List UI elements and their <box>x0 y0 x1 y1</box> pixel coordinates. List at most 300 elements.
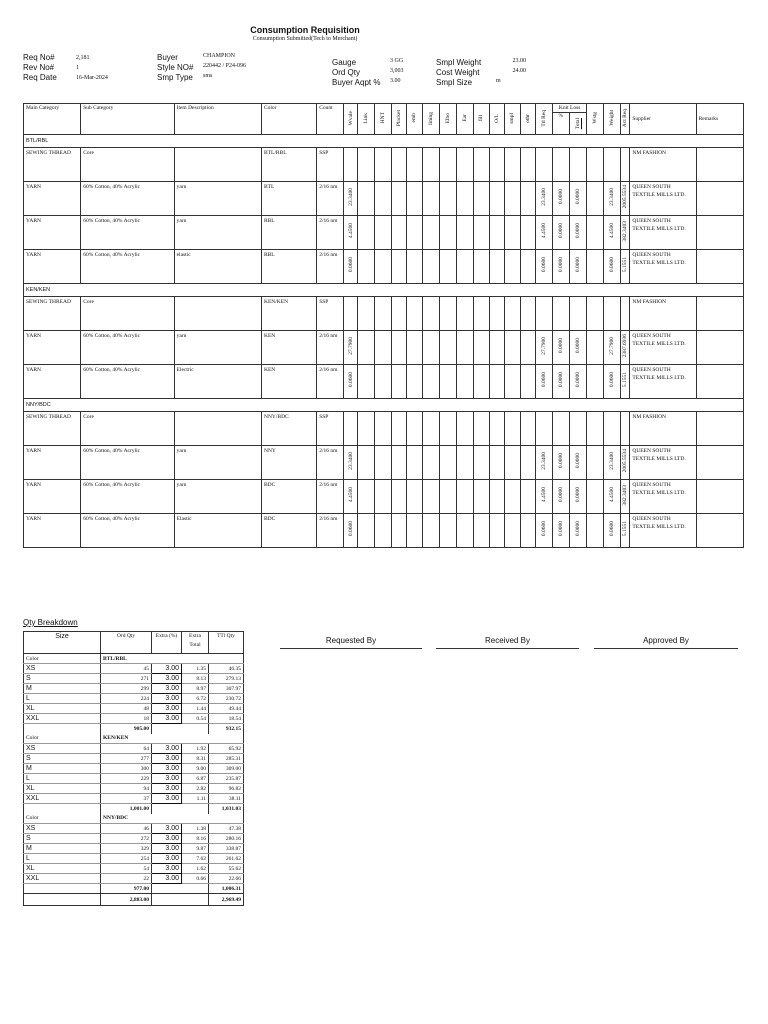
cell-remarks <box>696 216 743 250</box>
cell-elbo <box>439 331 456 365</box>
qty-ord-subtotal: 977.00 <box>101 884 152 894</box>
table-row <box>24 514 744 548</box>
cell-elbo <box>439 216 456 250</box>
qty-extra-pct: 3.00 <box>152 694 182 704</box>
cell-knit-loss-total <box>570 412 587 446</box>
cell-emb <box>406 297 422 331</box>
cell-item-description: Electric <box>174 365 261 399</box>
qty-breakdown-table <box>23 631 244 906</box>
qty-ttl: 235.87 <box>209 774 244 784</box>
cell-emb <box>406 148 422 182</box>
cell-ear <box>456 412 473 446</box>
cost-weight-value: 24.00 <box>512 68 526 74</box>
cell-main-category: SEWING THREAD <box>24 297 81 331</box>
cell-othr <box>520 331 535 365</box>
cell-ttl-req <box>535 297 552 331</box>
rev-no-value: 1 <box>76 65 79 71</box>
cell-emb <box>406 412 422 446</box>
cell-item-description: yarn <box>174 182 261 216</box>
cell-item-description: yarn <box>174 446 261 480</box>
req-no-label: Req No# <box>23 53 55 62</box>
cell-knit-loss-total: 0.0000 <box>570 514 587 548</box>
cell-othr <box>520 446 535 480</box>
qty-extra-pct: 3.00 <box>152 774 182 784</box>
qty-size: XL <box>24 864 101 874</box>
table-row <box>24 480 744 514</box>
cell-act-req: 2005.5534 <box>621 182 630 216</box>
cell-link <box>358 331 375 365</box>
cell-wstg <box>587 297 604 331</box>
cell-knit-loss-pct: 0.0000 <box>553 250 570 284</box>
cell-ttl-req: 4.4500 <box>535 216 552 250</box>
col-main-category: Main Category <box>24 104 81 135</box>
cell-lining <box>422 365 439 399</box>
cell-supplier: QUEEN SOUTH TEXTILE MILLS LTD. <box>630 514 696 548</box>
buyer-aqpt-value: 3.00 <box>390 78 401 84</box>
cell-wvale: 4.4500 <box>344 216 358 250</box>
cell-elbo <box>439 446 456 480</box>
cell-smpl <box>504 446 520 480</box>
cell-item-description: yarn <box>174 480 261 514</box>
cell-knit-loss-pct: 0.0000 <box>553 216 570 250</box>
cell-act-req: 5.1551 <box>621 365 630 399</box>
cell-supplier: QUEEN SOUTH TEXTILE MILLS LTD. <box>630 331 696 365</box>
cell-ttl-req: 23.3400 <box>535 446 552 480</box>
qty-ord-subtotal: 905.00 <box>101 724 152 734</box>
cell-emb <box>406 480 422 514</box>
cell-smpl <box>504 148 520 182</box>
qty-ttl: 47.38 <box>209 824 244 834</box>
qty-extra-pct: 3.00 <box>152 854 182 864</box>
cell-fill <box>473 446 489 480</box>
cell-smpl <box>504 331 520 365</box>
qty-ttl-subtotal: 1,006.31 <box>209 884 244 894</box>
qty-row <box>24 754 244 764</box>
qty-extra-total: 0.54 <box>182 714 209 724</box>
requested-by-line <box>280 648 422 649</box>
cell-wstg <box>587 182 604 216</box>
qty-ord: 277 <box>101 754 152 764</box>
qty-ttl-subtotal: 932.15 <box>209 724 244 734</box>
cell-emb <box>406 446 422 480</box>
cell-remarks <box>696 412 743 446</box>
qty-subtotal-row <box>24 724 244 734</box>
qty-color-row <box>24 734 244 744</box>
qty-ttl: 46.35 <box>209 664 244 674</box>
cell-emb <box>406 216 422 250</box>
cell-sub-category: 60% Cotton, 40% Acrylic <box>81 331 174 365</box>
cell-elbo <box>439 250 456 284</box>
req-date-value: 16-Mar-2024 <box>76 75 108 81</box>
cell-lining <box>422 182 439 216</box>
cell-item-description: yarn <box>174 216 261 250</box>
cell-wstg <box>587 412 604 446</box>
qty-subtotal-blank <box>24 804 101 814</box>
qty-extra-pct: 3.00 <box>152 684 182 694</box>
cell-remarks <box>696 182 743 216</box>
qty-ord: 54 <box>101 864 152 874</box>
cell-knit-loss-pct <box>553 148 570 182</box>
qty-ttl: 279.13 <box>209 674 244 684</box>
consumption-table-body <box>24 135 744 548</box>
cell-knit-loss-total: 0.0000 <box>570 331 587 365</box>
col-remarks: Remarks <box>696 104 743 135</box>
gauge-label: Gauge <box>332 58 357 67</box>
cell-count: 2/16 nm <box>317 514 344 548</box>
cell-weight: 4.4500 <box>604 480 621 514</box>
table-row <box>24 216 744 250</box>
header-left-values <box>76 53 108 83</box>
cell-color: BTL/RBL <box>261 148 316 182</box>
gauge-value: 3 GG <box>390 58 404 64</box>
cell-ttl-req: 27.7900 <box>535 331 552 365</box>
received-by-label: Received By <box>485 636 530 645</box>
table-row <box>24 446 744 480</box>
cell-ol <box>489 480 504 514</box>
cell-weight: 4.4500 <box>604 216 621 250</box>
qty-extra-total: 2.82 <box>182 784 209 794</box>
qty-size: M <box>24 844 101 854</box>
qty-extra-pct: 3.00 <box>152 824 182 834</box>
cell-othr <box>520 514 535 548</box>
qty-extra-total: 8.97 <box>182 684 209 694</box>
cell-fill <box>473 412 489 446</box>
cell-wvale <box>344 412 358 446</box>
table-row <box>24 365 744 399</box>
cell-count: 2/16 nm <box>317 182 344 216</box>
cell-main-category: YARN <box>24 480 81 514</box>
cell-placket <box>392 514 406 548</box>
cell-ttl-req <box>535 148 552 182</box>
cell-smpl <box>504 297 520 331</box>
group-label: BTL/RBL <box>24 135 744 148</box>
received-by-line <box>436 648 579 649</box>
cell-supplier: QUEEN SOUTH TEXTILE MILLS LTD. <box>630 446 696 480</box>
cell-act-req: 5.1551 <box>621 514 630 548</box>
cell-weight <box>604 148 621 182</box>
cell-color: BTL <box>261 182 316 216</box>
buyer-value: CHAMPION <box>203 53 236 59</box>
cell-ttl-req: 0.0600 <box>535 365 552 399</box>
cell-act-req: 5.1551 <box>621 250 630 284</box>
cell-smpl <box>504 480 520 514</box>
cell-ol <box>489 446 504 480</box>
cell-ttl-req: 23.3400 <box>535 182 552 216</box>
qty-ord: 37 <box>101 794 152 804</box>
document-title: Consumption Requisition <box>250 25 360 35</box>
cell-wstg <box>587 216 604 250</box>
cell-wstg <box>587 480 604 514</box>
cell-smpl <box>504 514 520 548</box>
approved-by-line <box>594 648 738 649</box>
qty-extra-pct: 3.00 <box>152 844 182 854</box>
group-row <box>24 399 744 412</box>
qty-header-row <box>24 632 244 654</box>
qty-row <box>24 694 244 704</box>
qty-size: XXL <box>24 714 101 724</box>
cell-count: SSP <box>317 412 344 446</box>
cell-ol <box>489 365 504 399</box>
table-row <box>24 297 744 331</box>
qty-col-extra: Extra (%) <box>152 632 182 654</box>
cell-hnt <box>375 297 392 331</box>
cell-weight <box>604 412 621 446</box>
cell-color: RBL <box>261 216 316 250</box>
group-row <box>24 135 744 148</box>
cell-main-category: YARN <box>24 365 81 399</box>
qty-col-ord: Ord Qty <box>101 632 152 654</box>
cell-link <box>358 250 375 284</box>
group-label: KEN/KEN <box>24 284 744 297</box>
cell-placket <box>392 216 406 250</box>
cell-knit-loss-pct: 0.0000 <box>553 514 570 548</box>
qty-extra-total: 1.62 <box>182 864 209 874</box>
cell-main-category: YARN <box>24 250 81 284</box>
table-row <box>24 331 744 365</box>
cell-knit-loss-pct <box>553 297 570 331</box>
cell-ear <box>456 446 473 480</box>
qty-color-row <box>24 814 244 824</box>
qty-subtotal-blank <box>24 884 101 894</box>
knit-loss-label: Knit Loss <box>553 104 586 113</box>
qty-extra-total: 6.87 <box>182 774 209 784</box>
col-item-description: Item Description <box>174 104 261 135</box>
qty-extra-pct: 3.00 <box>152 794 182 804</box>
cell-hnt <box>375 412 392 446</box>
qty-row <box>24 784 244 794</box>
qty-size: XS <box>24 664 101 674</box>
header-weight-values <box>494 56 526 86</box>
cell-wstg <box>587 365 604 399</box>
col-supplier: Supplier <box>630 104 696 135</box>
cell-link <box>358 514 375 548</box>
qty-ord: 299 <box>101 684 152 694</box>
qty-subtotal-gap <box>152 804 209 814</box>
cell-ear <box>456 480 473 514</box>
qty-extra-pct: 3.00 <box>152 704 182 714</box>
cell-count: SSP <box>317 297 344 331</box>
cell-knit-loss-total: 0.0000 <box>570 216 587 250</box>
col-ol: O/L <box>489 104 504 135</box>
req-no-value: 2,181 <box>76 55 90 61</box>
document-subtitle: Consumption Submitted(Tech to Merchant) <box>252 36 358 42</box>
col-smpl: smpl <box>504 104 520 135</box>
cell-elbo <box>439 514 456 548</box>
cell-item-description <box>174 297 261 331</box>
cell-link <box>358 148 375 182</box>
cell-lining <box>422 297 439 331</box>
cell-ol <box>489 514 504 548</box>
cell-knit-loss-pct: 0.0000 <box>553 480 570 514</box>
cell-supplier: QUEEN SOUTH TEXTILE MILLS LTD. <box>630 216 696 250</box>
cell-item-description <box>174 412 261 446</box>
qty-color-label: Color <box>24 734 101 744</box>
cell-knit-loss-pct <box>553 412 570 446</box>
cell-knit-loss-total: 0.0000 <box>570 365 587 399</box>
group-label: NNY/BDC <box>24 399 744 412</box>
qty-extra-total: 7.62 <box>182 854 209 864</box>
header-mid <box>157 53 193 83</box>
cell-count: 2/16 nm <box>317 446 344 480</box>
cell-placket <box>392 297 406 331</box>
cell-remarks <box>696 480 743 514</box>
col-sub-category: Sub Category <box>81 104 174 135</box>
cell-color: BDC <box>261 480 316 514</box>
cell-smpl <box>504 216 520 250</box>
cell-lining <box>422 331 439 365</box>
cell-ear <box>456 365 473 399</box>
cell-wvale <box>344 148 358 182</box>
cell-wstg <box>587 250 604 284</box>
cell-wvale: 4.4500 <box>344 480 358 514</box>
qty-extra-pct: 3.00 <box>152 744 182 754</box>
cell-link <box>358 412 375 446</box>
qty-ttl: 230.72 <box>209 694 244 704</box>
cell-sub-category: 60% Cotton, 40% Acrylic <box>81 182 174 216</box>
qty-row <box>24 704 244 714</box>
qty-row <box>24 864 244 874</box>
cell-lining <box>422 514 439 548</box>
cell-elbo <box>439 297 456 331</box>
cell-ear <box>456 216 473 250</box>
cell-ear <box>456 250 473 284</box>
qty-extra-pct: 3.00 <box>152 664 182 674</box>
qty-subtotal-gap <box>152 884 209 894</box>
ord-qty-value: 3,003 <box>390 68 404 74</box>
smpl-weight-value: 23.00 <box>512 58 526 64</box>
table-header-row <box>24 104 744 135</box>
cell-sub-category: 60% Cotton, 40% Acrylic <box>81 216 174 250</box>
qty-extra-total: 1.92 <box>182 744 209 754</box>
cell-wvale: 0.0600 <box>344 250 358 284</box>
cell-hnt <box>375 514 392 548</box>
qty-grand-ttl: 2,969.49 <box>209 894 244 906</box>
col-wvale: Wvale <box>344 104 358 135</box>
cell-act-req <box>621 148 630 182</box>
qty-ttl: 65.92 <box>209 744 244 754</box>
qty-extra-pct: 3.00 <box>152 874 182 884</box>
cell-othr <box>520 148 535 182</box>
cell-fill <box>473 182 489 216</box>
qty-extra-pct: 3.00 <box>152 834 182 844</box>
cell-main-category: YARN <box>24 216 81 250</box>
cell-act-req: 2387.6936 <box>621 331 630 365</box>
cell-fill <box>473 250 489 284</box>
cell-ttl-req: 0.0600 <box>535 250 552 284</box>
qty-extra-pct: 3.00 <box>152 764 182 774</box>
cell-count: SSP <box>317 148 344 182</box>
cell-act-req <box>621 297 630 331</box>
qty-ord: 64 <box>101 744 152 754</box>
cell-smpl <box>504 182 520 216</box>
qty-ord: 22 <box>101 874 152 884</box>
qty-ord: 224 <box>101 694 152 704</box>
cell-placket <box>392 250 406 284</box>
qty-color-value: BTL/RBL <box>101 654 244 664</box>
col-link: Link <box>358 104 375 135</box>
cell-lining <box>422 250 439 284</box>
cell-ttl-req: 0.0600 <box>535 514 552 548</box>
smpl-size-value: m <box>496 78 501 84</box>
cell-wvale: 23.3400 <box>344 446 358 480</box>
qty-ttl: 307.97 <box>209 684 244 694</box>
qty-ord: 271 <box>101 674 152 684</box>
cell-count: 2/16 nm <box>317 216 344 250</box>
style-label: Style NO# <box>157 63 194 72</box>
qty-size: S <box>24 834 101 844</box>
cell-wstg <box>587 148 604 182</box>
cell-knit-loss-total <box>570 297 587 331</box>
cell-act-req <box>621 412 630 446</box>
qty-color-label: Color <box>24 814 101 824</box>
qty-row <box>24 744 244 754</box>
header-gauge-values <box>390 56 404 86</box>
cell-fill <box>473 480 489 514</box>
qty-size: S <box>24 754 101 764</box>
header-gauge <box>332 58 380 88</box>
cell-placket <box>392 412 406 446</box>
cell-hnt <box>375 331 392 365</box>
buyer-aqpt-label: Buyer Aqpt % <box>332 78 381 87</box>
cell-weight <box>604 297 621 331</box>
qty-size: XL <box>24 704 101 714</box>
qty-row <box>24 794 244 804</box>
cell-knit-loss-total: 0.0000 <box>570 480 587 514</box>
col-placket: Placket <box>392 104 406 135</box>
qty-row <box>24 844 244 854</box>
qty-extra-total: 1.44 <box>182 704 209 714</box>
qty-extra-total: 0.66 <box>182 874 209 884</box>
qty-grand-blank <box>24 894 101 906</box>
cell-count: 2/16 nm <box>317 480 344 514</box>
cell-wvale <box>344 297 358 331</box>
cell-count: 2/16 nm <box>317 331 344 365</box>
cell-remarks <box>696 365 743 399</box>
cell-lining <box>422 446 439 480</box>
table-row <box>24 148 744 182</box>
smp-type-label: Smp Type <box>157 73 193 82</box>
cell-hnt <box>375 446 392 480</box>
cell-fill <box>473 331 489 365</box>
cell-supplier: QUEEN SOUTH TEXTILE MILLS LTD. <box>630 480 696 514</box>
cell-knit-loss-total <box>570 148 587 182</box>
qty-ord: 300 <box>101 764 152 774</box>
qty-extra-total: 9.87 <box>182 844 209 854</box>
cell-act-req: 382.3403 <box>621 216 630 250</box>
col-knit-loss-pct: % <box>553 113 570 134</box>
cell-knit-loss-pct: 0.0000 <box>553 446 570 480</box>
qty-ord: 94 <box>101 784 152 794</box>
cell-wvale: 0.0600 <box>344 514 358 548</box>
cell-color: KEN/KEN <box>261 297 316 331</box>
cell-othr <box>520 250 535 284</box>
cell-ol <box>489 412 504 446</box>
header-weight <box>436 58 481 88</box>
cell-sub-category: Core <box>81 297 174 331</box>
qty-ord: 45 <box>101 664 152 674</box>
qty-ord: 46 <box>101 824 152 834</box>
cell-lining <box>422 216 439 250</box>
approved-by-label: Approved By <box>643 636 689 645</box>
qty-breakdown-body <box>24 632 244 906</box>
cell-emb <box>406 514 422 548</box>
cell-ol <box>489 148 504 182</box>
cell-color: RBL <box>261 250 316 284</box>
cell-weight: 23.3400 <box>604 446 621 480</box>
col-fill: fill <box>473 104 489 135</box>
cell-hnt <box>375 148 392 182</box>
cell-act-req: 382.3403 <box>621 480 630 514</box>
